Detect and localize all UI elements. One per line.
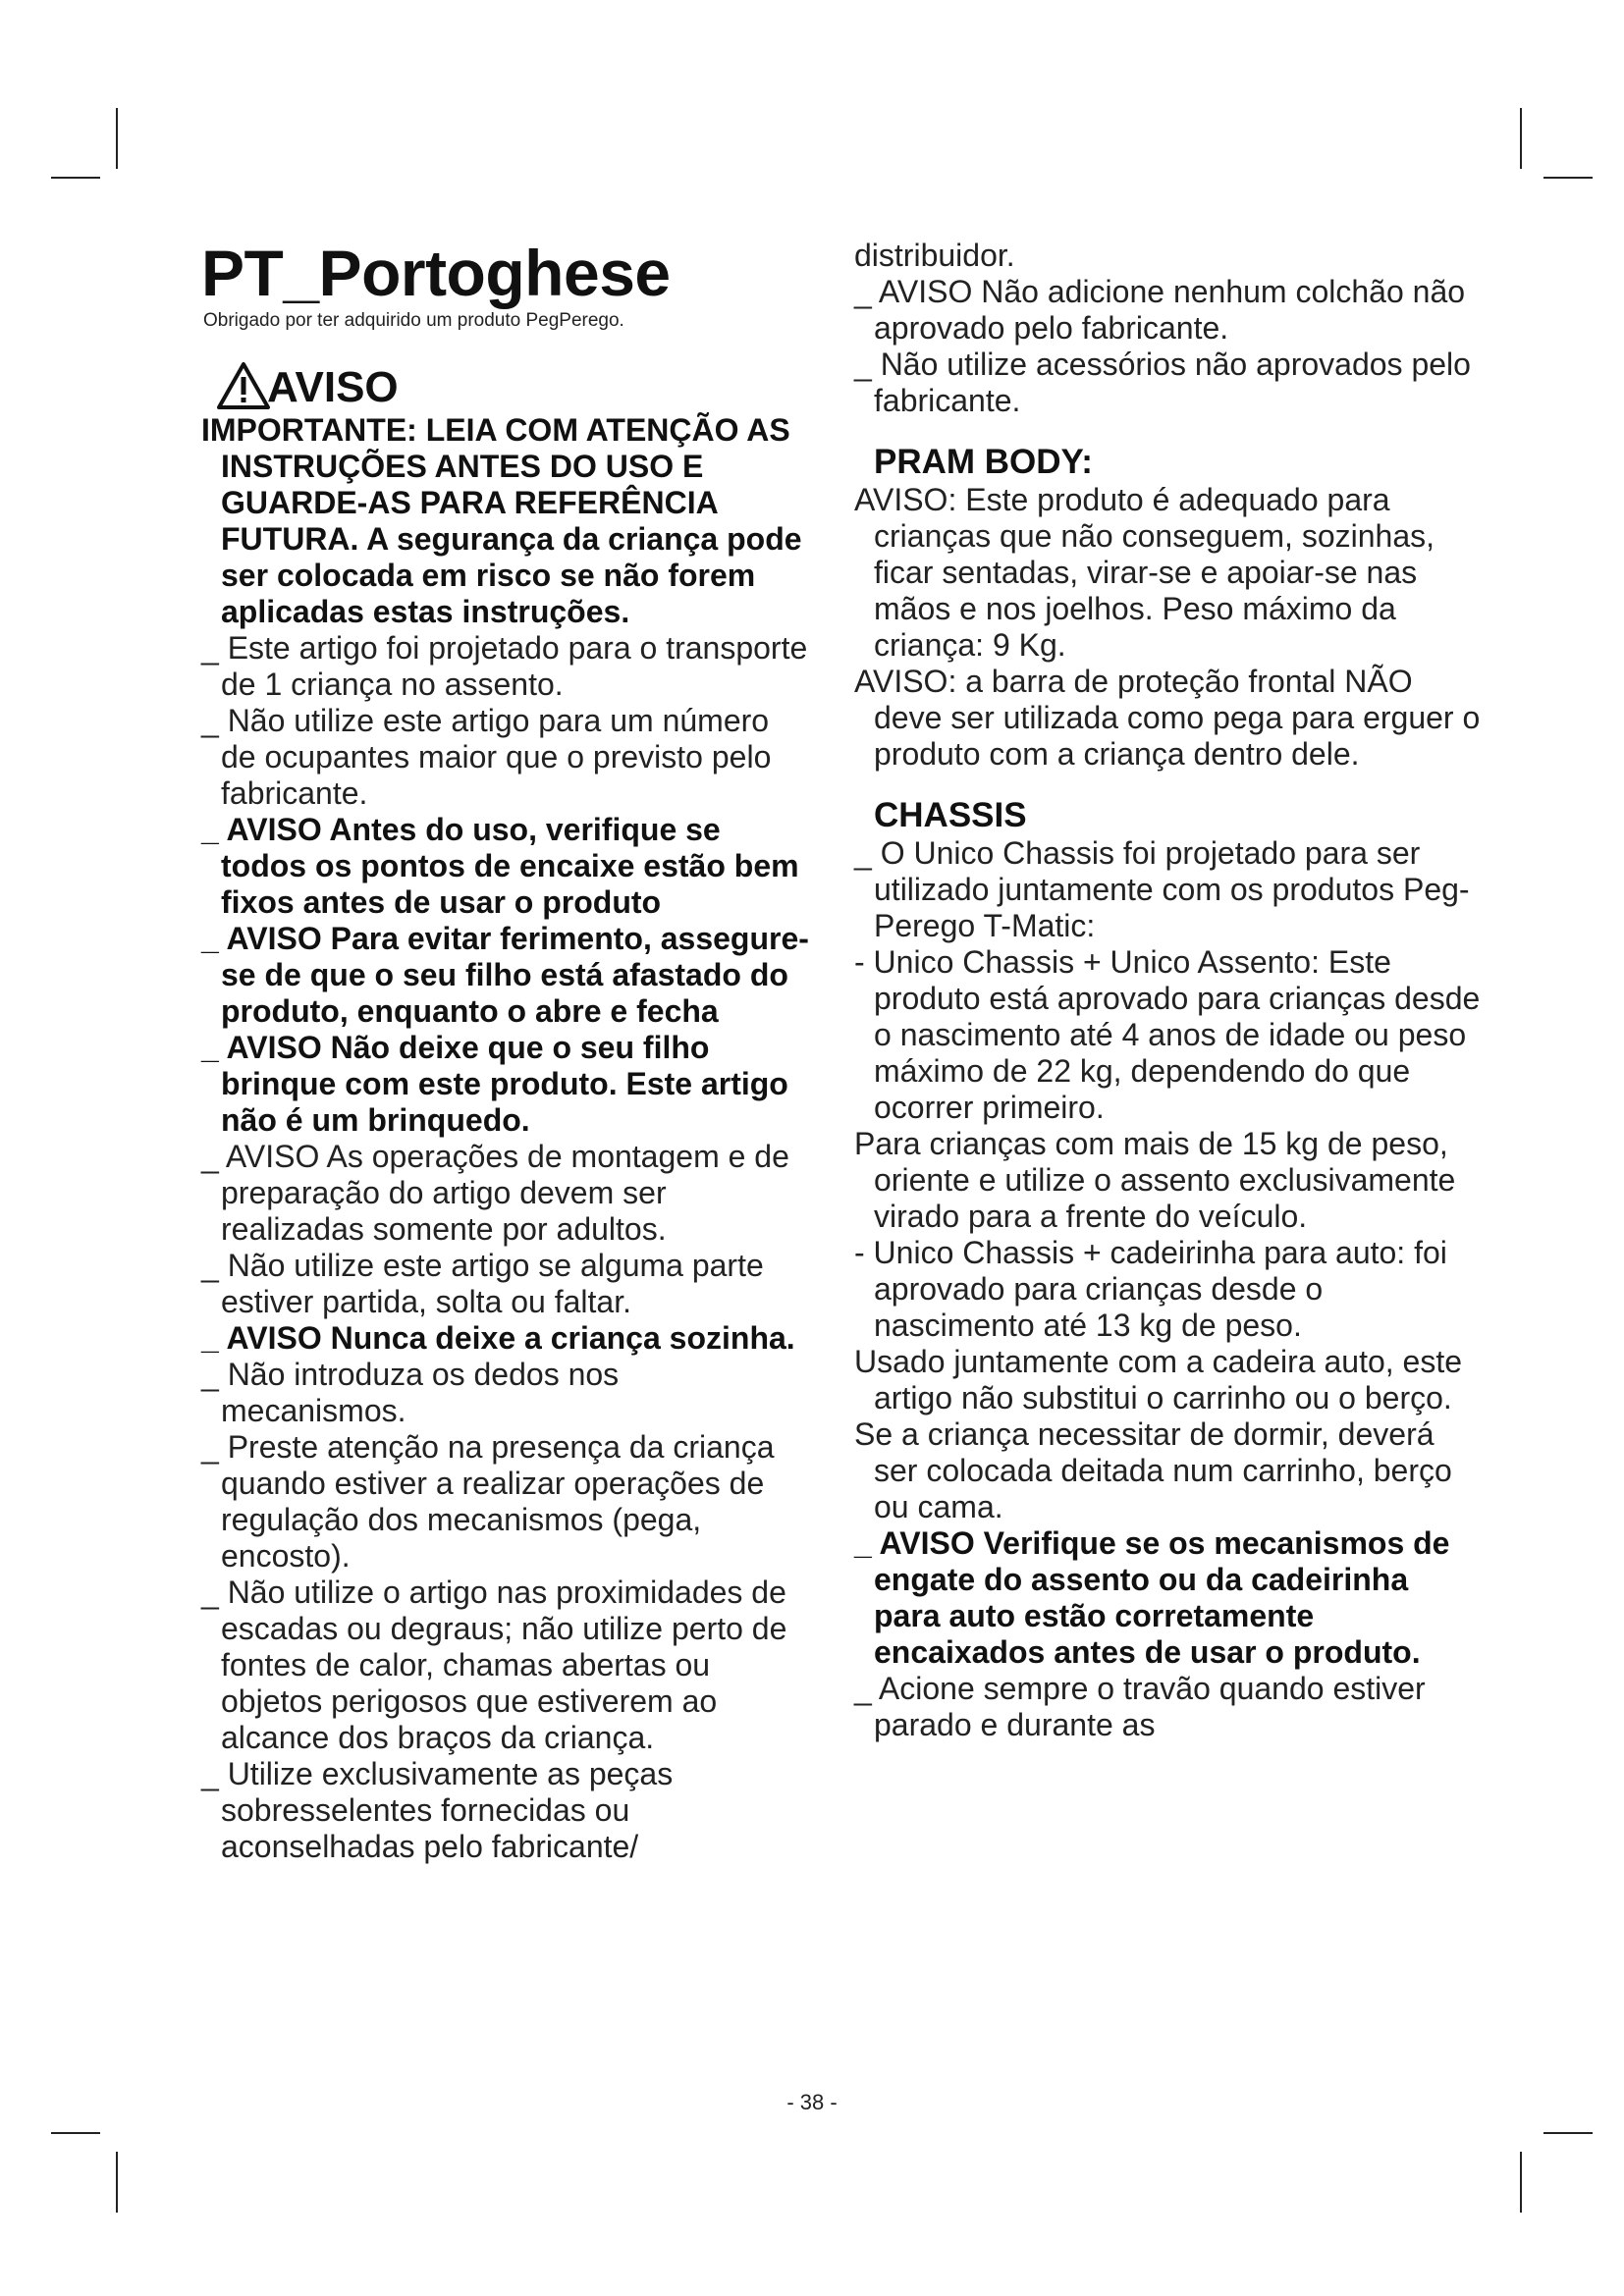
paragraph: - Unico Chassis + Unico Assento: Este produto está aprovado para crianças desde o nascimento até 4 anos de idade ou peso máximo de 22 kg, dependendo do que ocorrer primeiro. <box>854 944 1481 1125</box>
page-subtitle: Obrigado por ter adquirido um produto PegPerego. <box>203 310 624 331</box>
chassis-block <box>854 835 1483 1743</box>
paragraph: _ Não introduza os dedos nos mecanismos. <box>201 1357 620 1428</box>
paragraph: _ Não utilize acessórios não aprovados pelo fabricante. <box>854 347 1471 418</box>
paragraph: _ AVISO As operações de montagem e de preparação do artigo devem ser realizadas somente por adultos. <box>201 1139 789 1247</box>
warning-triangle-icon <box>216 361 271 410</box>
paragraph: _ Acione sempre o travão quando estiver parado e durante as <box>854 1671 1426 1742</box>
crop-mark <box>1520 108 1522 169</box>
paragraph: distribuidor. <box>854 238 1015 273</box>
warning-heading <box>216 361 399 410</box>
paragraph: AVISO: a barra de proteção frontal NÃO deve ser utilizada como pega para erguer o produto com a criança dentro dele. <box>854 664 1481 772</box>
right-body <box>854 238 1483 1743</box>
crop-mark <box>116 108 118 169</box>
warning-paragraph: _ AVISO Antes do uso, verifique se todos os pontos de encaixe estão bem fixos antes de usar o produto <box>201 812 799 920</box>
crop-mark <box>1520 2152 1522 2213</box>
paragraph: _ Este artigo foi projetado para o transporte de 1 criança no assento. <box>201 630 808 702</box>
crop-mark <box>1543 2132 1593 2134</box>
page-number: - 38 - <box>786 2090 838 2114</box>
paragraph: _ O Unico Chassis foi projetado para ser utilizado juntamente com os produtos Peg-Perego T-Matic: <box>854 835 1470 943</box>
pram-body-block <box>854 482 1483 773</box>
paragraph: _ Preste atenção na presença da criança quando estiver a realizar operações de regulação dos mecanismos (pega, encosto). <box>201 1429 775 1574</box>
page-title: PT_Portoghese <box>201 237 671 309</box>
pram-body-heading: PRAM BODY: <box>874 443 1093 481</box>
crop-mark <box>51 177 100 179</box>
crop-mark <box>51 2132 100 2134</box>
warning-paragraph: _ AVISO Para evitar ferimento, assegure-se de que o seu filho está afastado do produto, enquanto o abre e fecha <box>201 921 809 1029</box>
continuation-block <box>854 238 1483 419</box>
paragraph: Para crianças com mais de 15 kg de peso, oriente e utilize o assento exclusivamente virado para a frente do veículo. <box>854 1126 1456 1234</box>
paragraph: Se a criança necessitar de dormir, deverá ser colocada deitada num carrinho, berço ou cama. <box>854 1416 1452 1524</box>
paragraph: _ AVISO Não adicione nenhum colchão não aprovado pelo fabricante. <box>854 274 1466 346</box>
paragraph: AVISO: Este produto é adequado para crianças que não conseguem, sozinhas, ficar sentadas, virar-se e apoiar-se nas mãos e nos joelhos. Peso máximo da criança: 9 Kg. <box>854 482 1435 663</box>
paragraph: - Unico Chassis + cadeirinha para auto: foi aprovado para crianças desde o nascimento até 13 kg de peso. <box>854 1235 1447 1343</box>
paragraph: _ Não utilize o artigo nas proximidades de escadas ou degraus; não utilize perto de fontes de calor, chamas abertas ou objetos perigosos que estiverem ao alcance dos braços da criança. <box>201 1575 787 1755</box>
warning-paragraph: _ AVISO Verifique se os mecanismos de engate do assento ou da cadeirinha para auto estão corretamente encaixados antes de usar o produto. <box>854 1525 1450 1670</box>
warning-label: AVISO <box>267 363 399 411</box>
paragraph: Usado juntamente com a cadeira auto, este artigo não substitui o carrinho ou o berço. <box>854 1344 1463 1415</box>
chassis-heading: CHASSIS <box>874 796 1027 834</box>
warning-paragraph: _ AVISO Não deixe que o seu filho brinque com este produto. Este artigo não é um brinquedo. <box>201 1030 788 1138</box>
warning-paragraph: IMPORTANTE: LEIA COM ATENÇÃO AS INSTRUÇÕES ANTES DO USO E GUARDE-AS PARA REFERÊNCIA FUTURA. A segurança da criança pode ser colocada em risco se não forem aplicadas estas instruções. <box>201 412 802 629</box>
left-body <box>201 412 810 1865</box>
paragraph: _ Não utilize este artigo para um número de ocupantes maior que o previsto pelo fabricante. <box>201 703 772 811</box>
crop-mark <box>1543 177 1593 179</box>
paragraph: _ Não utilize este artigo se alguma parte estiver partida, solta ou faltar. <box>201 1248 764 1319</box>
warning-paragraph: _ AVISO Nunca deixe a criança sozinha. <box>201 1320 795 1356</box>
crop-mark <box>116 2152 118 2213</box>
paragraph: _ Utilize exclusivamente as peças sobresselentes fornecidas ou aconselhadas pelo fabricante/ <box>201 1756 674 1864</box>
